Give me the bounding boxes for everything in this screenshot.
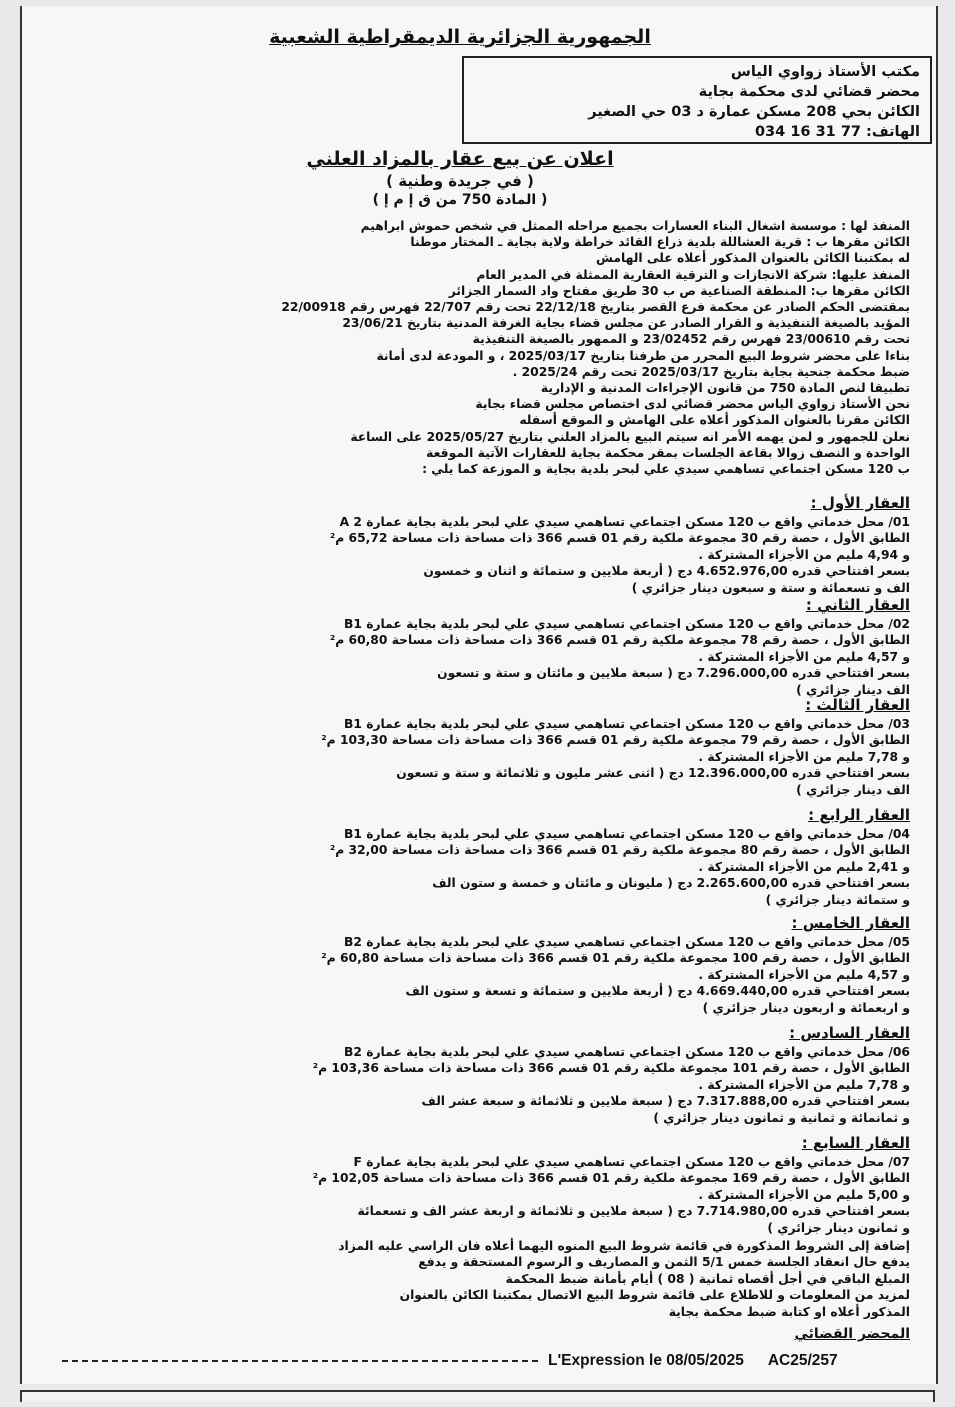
closing-line: يدفع حال انعقاد الجلسة خمس 5/1 الثمن و المصاريف و الرسوم المستحقة و يدفع <box>418 1255 910 1270</box>
closing-line: إضافة إلى الشروط المذكورة في قائمة شروط البيع المنوه اليهما أعلاه فان الراسي عليه المزاد <box>338 1239 910 1253</box>
ad-reference: AC25/257 <box>767 1352 838 1369</box>
lot-line: بسعر افتتاحي قدره 7.714.980,00 دج ( سبعة ملايين و ثلاثمائة و اربعة عشر الف و تسعمائة <box>357 1204 910 1219</box>
lot-2 <box>34 616 910 698</box>
body-line: ضبط محكمة جنحية بجاية بتاريخ 2025/03/17 تحت رقم 2025/24 . <box>512 364 910 379</box>
lot-line: الطابق الأول ، حصة رقم 30 مجموعة ملكية رقم 01 قسم 366 ذات مساحة ذات مساحة 65,72 م² <box>329 531 910 546</box>
lot-6-title: العقار السادس : <box>789 1024 910 1042</box>
office-line-3: الكائن بحي 208 مسكن عمارة د 03 حي الصغير <box>588 104 920 120</box>
body-line: المؤيد بالصيغة التنفيذية و القرار الصادر عن مجلس قضاء بجاية الغرفة المدنية بتاريخ 23/06/21 <box>342 316 910 331</box>
lot-7-title: العقار السابع : <box>801 1134 910 1152</box>
republic-header: الجمهورية الجزائرية الديمقراطية الشعبية <box>269 26 651 48</box>
body-line: تحت رقم 23/00610 فهرس رقم 23/02452 و الممهور بالصيغة التنفيذية <box>472 332 910 347</box>
next-clipping-edge <box>20 1390 935 1402</box>
lot-line: بسعر افتتاحي قدره 2.265.600,00 دج ( مليونان و مائتان و خمسة و ستون الف <box>432 876 910 891</box>
body-line: بمقتضى الحكم الصادر عن محكمة فرع القصر بتاريخ 22/12/18 تحت رقم 22/707 فهرس رقم 22/00918 <box>281 300 910 315</box>
lot-line: بسعر افتتاحي قدره 7.317.888,00 دج ( سبعة ملايين و ثلاثمائة و سبعة عشر الف <box>421 1094 910 1109</box>
lot-5 <box>34 934 910 1016</box>
lot-line: الف دينار جزائري ) <box>796 682 910 697</box>
lot-line: الطابق الأول ، حصة رقم 100 مجموعة ملكية رقم 01 قسم 366 ذات مساحة ذات مساحة 60,80 م² <box>321 951 910 966</box>
closing-paragraph <box>34 1238 910 1320</box>
body-line: المنفذ لها : موسسة اشغال البناء العسارات بجميع مراحله الممثل في شخص حموش ابراهيم <box>360 219 910 233</box>
notice-article: ( المادة 750 من ق إ م إ ) <box>372 192 548 208</box>
lot-line: الطابق الأول ، حصة رقم 101 مجموعة ملكية رقم 01 قسم 366 ذات مساحة ذات مساحة 103,36 م² <box>312 1061 910 1076</box>
lot-line: و ستمائة دينار جزائري ) <box>765 892 910 907</box>
publication-footer <box>548 1352 838 1370</box>
lot-1-title: العقار الأول : <box>810 494 910 512</box>
lot-line: الطابق الأول ، حصة رقم 169 مجموعة ملكية رقم 01 قسم 366 ذات مساحة ذات مساحة 102,05 م² <box>312 1171 910 1186</box>
bailiff-office-box <box>462 56 932 144</box>
body-line: تطبيقا لنص المادة 750 من قانون الإجراءات المدنية و الإدارية <box>540 381 910 396</box>
lot-line: الف و تسعمائة و ستة و سبعون دينار جزائري ) <box>631 580 910 595</box>
lot-line: و 4,57 مليم من الأجزاء المشتركة . <box>698 649 910 664</box>
lot-line: الطابق الأول ، حصة رقم 78 مجموعة ملكية رقم 01 قسم 366 ذات مساحة ذات مساحة 60,80 م² <box>329 633 910 648</box>
office-line-2: محضر قضائي لدى محكمة بجاية <box>698 84 920 100</box>
body-line: المنفذ عليها: شركة الانجازات و الترقية العقارية الممثلة في المدير العام <box>476 267 910 282</box>
closing-line: المذكور أعلاه او كتابة ضبط محكمة بجاية <box>668 1304 910 1319</box>
body-line: له بمكتبنا الكائن بالعنوان المذكور أعلاه على الهامش <box>595 251 910 266</box>
lot-2-title: العقار الثاني : <box>805 596 910 614</box>
body-line: الكائن مقرها ب: المنطقة الصناعية ص ب 30 طريق مفتاح واد السمار الجزائر <box>448 283 910 298</box>
lot-line: 05/ محل خدماتي واقع ب 120 مسكن اجتماعي تساهمي سيدي علي لبحر بلدية بجاية عمارة B2 <box>343 935 910 949</box>
lot-line: بسعر افتتاحي قدره 4.669.440,00 دج ( أربعة ملايين و ستمائة و تسعة و ستون الف <box>405 984 910 999</box>
lot-line: و ثمانمائة و ثمانية و ثمانون دينار جزائري ) <box>653 1110 910 1125</box>
lot-line: 02/ محل خدماتي واقع ب 120 مسكن اجتماعي تساهمي سيدي علي لبحر بلدية بجاية عمارة B1 <box>343 617 910 631</box>
lot-line: و 5,00 مليم من الأجزاء المشتركة . <box>698 1187 910 1202</box>
lot-line: الطابق الأول ، حصة رقم 79 مجموعة ملكية رقم 01 قسم 366 ذات مساحة ذات مساحة 103,30 م² <box>321 733 910 748</box>
lot-line: الطابق الأول ، حصة رقم 80 مجموعة ملكية رقم 01 قسم 366 ذات مساحة ذات مساحة 32,00 م² <box>329 843 910 858</box>
lot-4-title: العقار الرابع : <box>808 806 910 824</box>
lot-line: و 7,78 مليم من الأجزاء المشتركة . <box>698 749 910 764</box>
body-line: الكائن مقرنا بالعنوان المذكور أعلاه على الهامش و الموقع أسفله <box>519 413 910 428</box>
lot-line: بسعر افتتاحي قدره 7.296.000,00 دج ( سبعة ملايين و مائتان و ستة و تسعون <box>437 666 910 681</box>
signature-label: المحضر القضائي <box>794 1326 910 1342</box>
lot-line: 06/ محل خدماتي واقع ب 120 مسكن اجتماعي تساهمي سيدي علي لبحر بلدية بجاية عمارة B2 <box>343 1045 910 1059</box>
lot-7 <box>34 1154 910 1236</box>
lot-line: و 4,94 مليم من الأجزاء المشتركة . <box>698 547 910 562</box>
lot-line: 01/ محل خدماتي واقع ب 120 مسكن اجتماعي تساهمي سيدي علي لبحر بلدية بجاية عمارة A 2 <box>339 515 910 529</box>
footer-divider <box>62 1360 538 1362</box>
lot-line: و 7,78 مليم من الأجزاء المشتركة . <box>698 1077 910 1092</box>
notice-title: اعلان عن بيع عقار بالمزاد العلني <box>306 148 614 170</box>
closing-line: لمزيد من المعلومات و للاطلاع على قائمة شروط البيع الاتصال بمكتبنا الكائن بالعنوان <box>399 1288 910 1303</box>
closing-line: المبلغ الباقي في أجل أقصاه ثمانية ( 08 ) أيام بأمانة ضبط المحكمة <box>505 1271 910 1286</box>
lot-line: 03/ محل خدماتي واقع ب 120 مسكن اجتماعي تساهمي سيدي علي لبحر بلدية بجاية عمارة B1 <box>343 717 910 731</box>
lot-6 <box>34 1044 910 1126</box>
lot-5-title: العقار الخامس : <box>791 914 910 932</box>
lot-4 <box>34 826 910 908</box>
lot-3 <box>34 716 910 798</box>
body-line: الكائن مقرها ب : قرية العشاللة بلدية ذراع القائد خراطة ولاية بجاية ـ المختار موطنا <box>410 235 910 250</box>
lot-3-title: العقار الثالث : <box>805 696 910 714</box>
notice-body <box>34 218 910 477</box>
lot-line: بسعر افتتاحي قدره 12.396.000,00 دج ( اثنى عشر مليون و ثلاثمائة و ستة و تسعون <box>396 766 910 781</box>
body-line: ب 120 مسكن اجتماعي تساهمي سيدي علي لبحر بلدية بجاية و الموزعة كما يلي : <box>422 462 910 477</box>
office-phone: الهاتف: 77 31 16 034 <box>754 124 920 140</box>
lot-line: الف دينار جزائري ) <box>796 782 910 797</box>
notice-subtitle: ( في جريدة وطنية ) <box>386 172 534 190</box>
lot-line: 04/ محل خدماتي واقع ب 120 مسكن اجتماعي تساهمي سيدي علي لبحر بلدية بجاية عمارة B1 <box>343 827 910 841</box>
body-line: الواحدة و النصف زوالا بقاعة الجلسات بمقر محكمة بجاية للعقارات الآتية الموقعة <box>426 445 910 460</box>
body-line: بناءا على محضر شروط البيع المحرر من طرفنا بتاريخ 2025/03/17 ، و المودعة لدى أمانة <box>376 348 910 363</box>
body-line: نعلن للجمهور و لمن يهمه الأمر انه سيتم البيع بالمزاد العلني بتاريخ 2025/05/27 على الساعة <box>350 429 910 444</box>
lot-line: و 4,57 مليم من الأجزاء المشتركة . <box>698 967 910 982</box>
publication-date: L'Expression le 08/05/2025 <box>548 1352 744 1369</box>
lot-1 <box>34 514 910 596</box>
lot-line: بسعر افتتاحي قدره 4.652.976,00 دج ( أربعة ملايين و ستمائة و اثنان و خمسون <box>423 564 910 579</box>
office-line-1: مكتب الأستاذ زواوي الياس <box>730 64 920 80</box>
lot-line: 07/ محل خدماتي واقع ب 120 مسكن اجتماعي تساهمي سيدي علي لبحر بلدية بجاية عمارة F <box>353 1155 910 1169</box>
lot-line: و 2,41 مليم من الأجزاء المشتركة . <box>698 859 910 874</box>
lot-line: و ثمانون دينار جزائري ) <box>767 1220 910 1235</box>
lot-line: و اربعمائة و اربعون دينار جزائري ) <box>702 1000 910 1015</box>
body-line: نحن الأستاذ زواوي الياس محضر قضائي لدى اختصاص مجلس قضاء بجاية <box>475 397 910 412</box>
